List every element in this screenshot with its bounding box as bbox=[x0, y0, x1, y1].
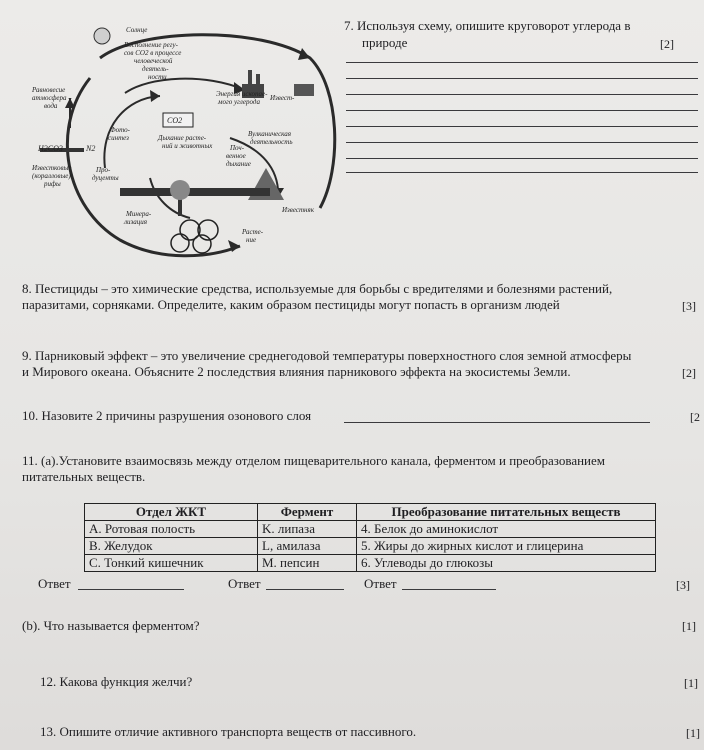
svg-text:венное: венное bbox=[226, 152, 246, 160]
label-restoration: Восполнение регу- bbox=[124, 41, 178, 49]
label-mineralization: Минера- bbox=[126, 210, 152, 218]
label-limestone-right: Известняк bbox=[282, 206, 315, 214]
table-row bbox=[85, 521, 656, 538]
q8-text-line2: паразитами, сорняками. Определите, каким образом пестициды могут попасть в организм людей bbox=[22, 297, 560, 312]
label-co2: CO2 bbox=[167, 116, 183, 125]
label-plants: Расте- bbox=[242, 228, 264, 236]
q7-answer-line-6[interactable] bbox=[346, 142, 698, 143]
q7-text-line2: природе bbox=[362, 35, 408, 50]
svg-text:атмосфера –: атмосфера – bbox=[32, 94, 72, 102]
q7-marks: [2] bbox=[660, 37, 674, 51]
q7-answer-line-4[interactable] bbox=[346, 110, 698, 111]
q9-text-line1: 9. Парниковый эффект – это увеличение среднегодовой температуры поверхностного слоя земной атмосферы bbox=[22, 348, 632, 363]
q13-text: 13. Опишите отличие активного транспорта веществ от пассивного. bbox=[40, 724, 417, 739]
q7-answer-line-7[interactable] bbox=[346, 158, 698, 159]
label-n2: N2 bbox=[86, 144, 96, 153]
header-enzyme: Фермент bbox=[258, 504, 357, 521]
q12-marks: [1] bbox=[684, 676, 698, 690]
label-h2co3: H2CO3 bbox=[38, 144, 63, 153]
answer-field-2[interactable] bbox=[266, 589, 344, 590]
q7-answer-line-2[interactable] bbox=[346, 78, 698, 79]
q7-text-line1: 7. Используя схему, опишите круговорот углерода в bbox=[344, 18, 631, 33]
label-producers: Про- bbox=[96, 166, 111, 174]
q10-text: 10. Назовите 2 причины разрушения озонового слоя bbox=[22, 408, 312, 423]
svg-text:лизация: лизация bbox=[124, 218, 148, 226]
table-cell: В. Желудок bbox=[85, 538, 258, 555]
table-cell: 6. Углеводы до глюкозы bbox=[357, 555, 656, 572]
svg-text:ние: ние bbox=[246, 236, 257, 244]
svg-text:дуценты: дуценты bbox=[92, 174, 119, 182]
table-cell: M. пепсин bbox=[258, 555, 357, 572]
q11a-marks: [3] bbox=[676, 578, 690, 592]
svg-text:человеческой: человеческой bbox=[134, 57, 173, 65]
svg-text:дыхание: дыхание bbox=[226, 160, 251, 168]
q12-text: 12. Какова функция желчи? bbox=[40, 674, 193, 689]
label-equilibrium: Равновесие bbox=[32, 86, 66, 94]
label-sun: Солнце bbox=[126, 26, 148, 34]
q8-text-line1: 8. Пестициды – это химические средства, используемые для борьбы с вредителями и болезнями растений, bbox=[22, 281, 613, 296]
answer-field-3[interactable] bbox=[402, 589, 496, 590]
svg-text:мого углерода: мого углерода bbox=[218, 98, 260, 106]
digestion-table bbox=[84, 503, 656, 572]
svg-text:ности: ности bbox=[148, 73, 167, 81]
svg-text:вода: вода bbox=[44, 102, 58, 110]
header-gi-section: Отдел ЖКТ bbox=[85, 504, 258, 521]
carbon-cycle-diagram bbox=[30, 18, 342, 266]
svg-text:(коралловые): (коралловые) bbox=[32, 172, 71, 180]
header-transformation: Преобразование питательных веществ bbox=[357, 504, 656, 521]
q9-text-line2: и Мирового океана. Объясните 2 последствия влияния парникового эффекта на экосистемы Земли. bbox=[22, 364, 571, 379]
table-cell: K. липаза bbox=[258, 521, 357, 538]
svg-text:рифы: рифы bbox=[44, 180, 61, 188]
label-soil: Поч- bbox=[230, 144, 245, 152]
answer-label-1: Ответ bbox=[38, 576, 71, 591]
q13-marks: [1] bbox=[686, 726, 700, 740]
table-row bbox=[85, 538, 656, 555]
label-fossil: Энергия ископае- bbox=[216, 90, 268, 98]
label-limestone: Известковые bbox=[32, 164, 72, 172]
label-volcanic: Вулканическая bbox=[248, 130, 292, 138]
table-row bbox=[85, 555, 656, 572]
table-cell: L, амилаза bbox=[258, 538, 357, 555]
table-header-row bbox=[85, 504, 656, 521]
answer-label-2: Ответ bbox=[228, 576, 261, 591]
q9-marks: [2] bbox=[682, 366, 696, 380]
label-breath: Дыхание расте- bbox=[158, 134, 207, 142]
q10-marks: [2 bbox=[690, 410, 700, 424]
q11a-text-line1: 11. (а).Установите взаимосвязь между отделом пищеварительного канала, ферментом и преобразованием bbox=[22, 453, 606, 468]
svg-text:деятельность: деятельность bbox=[250, 138, 293, 146]
svg-text:синтез: синтез bbox=[108, 134, 129, 142]
table-cell: А. Ротовая полость bbox=[85, 521, 258, 538]
q7-answer-line-8[interactable] bbox=[346, 172, 698, 173]
answer-field-1[interactable] bbox=[78, 589, 184, 590]
q11a-text-line2: питательных веществ. bbox=[22, 469, 146, 484]
svg-text:ний и животных: ний и животных bbox=[162, 142, 213, 150]
label-lime-top: Извест- bbox=[270, 94, 295, 102]
table-cell: 4. Белок до аминокислот bbox=[357, 521, 656, 538]
q7-answer-line-5[interactable] bbox=[346, 126, 698, 127]
table-cell: 5. Жиры до жирных кислот и глицерина bbox=[357, 538, 656, 555]
q10-answer-line[interactable] bbox=[344, 422, 650, 423]
q11b-text: (b). Что называется ферментом? bbox=[22, 618, 200, 633]
answer-label-3: Ответ bbox=[364, 576, 397, 591]
q11b-marks: [1] bbox=[682, 619, 696, 633]
q7-answer-line-3[interactable] bbox=[346, 94, 698, 95]
svg-text:сов CO2 в процессе: сов CO2 в процессе bbox=[124, 49, 182, 57]
svg-text:деятель-: деятель- bbox=[142, 65, 169, 73]
q7-answer-line-1[interactable] bbox=[346, 62, 698, 63]
table-cell: С. Тонкий кишечник bbox=[85, 555, 258, 572]
q8-marks: [3] bbox=[682, 299, 696, 313]
label-photo: Фото- bbox=[110, 126, 131, 134]
